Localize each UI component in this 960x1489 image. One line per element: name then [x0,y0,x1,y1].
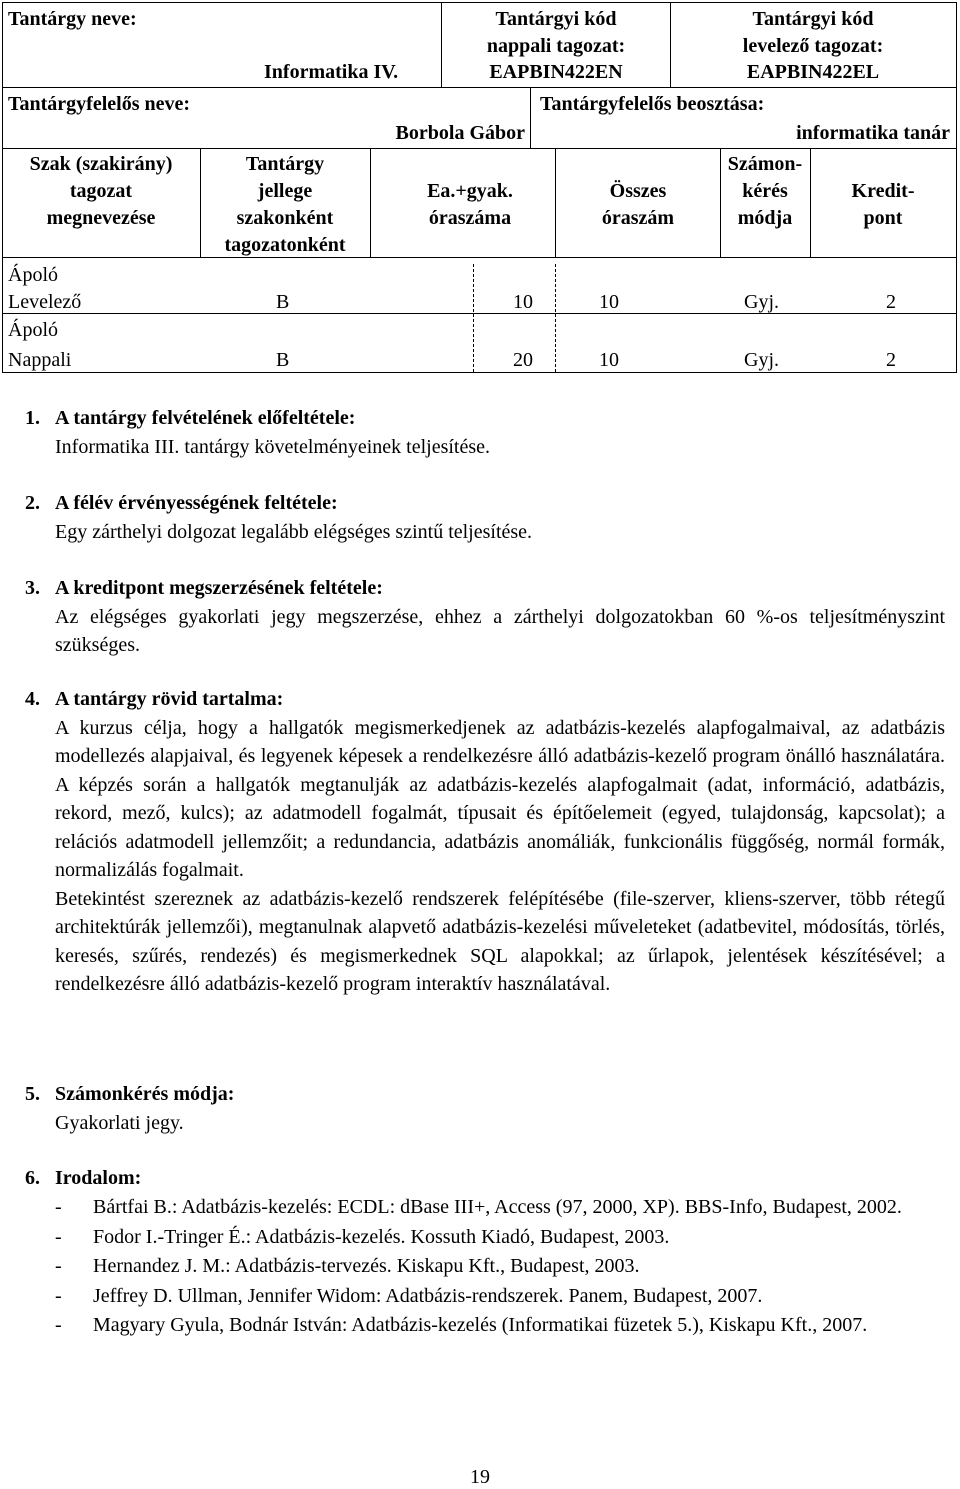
bullet-marker: - [55,1225,62,1248]
dashed-separator [473,264,474,372]
section-number: 2. [25,492,40,514]
position-label: Tantárgyfelelős beosztása: [540,93,765,115]
responsible-label: Tantárgyfelelős neve: [8,93,191,115]
col-header-hours: óraszáma [428,207,512,229]
section-prerequisite [25,404,945,461]
reference-text: Jeffrey D. Ullman, Jennifer Widom: Adatbázis-rendszerek. Panem, Budapest, 2007. [93,1284,763,1307]
list-item [55,1252,945,1282]
section-credit-condition [25,574,945,660]
section-body-continued: Betekintést szereznek az adatbázis-kezelő rendszerek felépítésébe (file-szerver, kliens-szerver, több rétegű architektúrák jellemzői), megtanulnak alapvető adatbázis-kezelési műveleteket (adatbevitel, módosítás, törlés, keresés, szűrés, rendezés) és megismerkednek SQL alapokkal; az űrlapok, jelentések készítésével; a rendelkezésre álló adatbázis-kezelő program interaktív használatával. [55,887,945,995]
dashed-separator [555,264,556,372]
day-code-label: Tantárgyi kód [495,8,617,30]
section-validity [25,489,945,546]
list-item [55,1223,945,1253]
table-rule [441,2,442,88]
col-header-type: tagozatonként [224,234,346,256]
section-body: Egy zárthelyi dolgozat legalább elégséges szintű teljesítése. [55,520,533,543]
reference-list [55,1193,945,1341]
section-body: A kurzus célja, hogy a hallgatók megismerkedjenek az adatbázis-kezelés alapfogalmaival, az adatbázis modellezés alapjaival, és legyenek képesek a rendelkezésre álló adatbázis-kezelő program önálló használatára. A képzés során a hallgatók megtanulják az adatbázis-kezelés alapfogalmait (adat, információ, adatbázis, rekord, mező, kulcs); az adatmodell fogalmát, típusait és építőelemeit (egyed, tulajdonság, kapcsolat); a relációs adatmodell jellemzőit; a redundancia, adatbázis anomáliák, funkcionális függőség, normál formák, normalizálás fogalmait. [55,716,945,881]
table-rule [2,257,957,258]
table-rule [200,148,201,258]
col-header-type: jellege [257,180,313,202]
col-header-program: tagozat [69,180,133,202]
table-rule [555,148,556,258]
correspondence-code-value: EAPBIN422EL [746,61,880,83]
reference-text: Fodor I.-Tringer É.: Adatbázis-kezelés. Kossuth Kiadó, Budapest, 2003. [93,1225,670,1248]
list-item [55,1311,945,1341]
row-type: B [276,349,290,371]
section-number: 1. [25,407,40,429]
list-item [55,1193,945,1223]
table-rule [2,87,957,88]
section-title: Irodalom: [55,1167,142,1189]
row-total: 10 [599,291,619,313]
col-header-credit: Kredit- [851,180,915,202]
row-mode: Levelező [8,291,82,313]
table-rule [370,148,371,258]
section-content [25,685,945,999]
day-code-value: EAPBIN422EN [489,61,623,83]
section-number: 3. [25,577,40,599]
bullet-marker: - [55,1255,62,1277]
table-rule [670,2,671,88]
section-title: A kreditpont megszerzésének feltétele: [55,577,383,599]
section-title: Számonkérés módja: [55,1083,235,1105]
reference-text: Magyary Gyula, Bodnár István: Adatbázis-kezelés (Informatikai füzetek 5.), Kiskapu Kft., 2007. [93,1314,868,1336]
section-body: Gyakorlati jegy. [55,1111,184,1134]
table-rule [2,313,957,314]
table-rule [810,148,811,258]
responsible-value: Borbola Gábor [395,122,525,144]
section-number: 6. [25,1167,40,1189]
row-credit: 2 [886,291,896,313]
section-body: Informatika III. tantárgy követelményeinek teljesítése. [55,435,491,458]
position-value: informatika tanár [796,122,950,144]
col-header-type: Tantárgy [245,153,325,175]
section-title: A félév érvényességének feltétele: [55,492,338,514]
bullet-marker: - [55,1196,62,1218]
row-exam: Gyj. [744,291,779,313]
row-program-name: Ápoló [8,319,58,341]
correspondence-code-label: levelező tagozat: [742,35,884,57]
col-header-exam: kérés [742,180,788,202]
reference-text: Bártfai B.: Adatbázis-kezelés: ECDL: dBase III+, Access (97, 2000, XP). BBS-Info, Budapest, 2002. [93,1196,902,1218]
col-header-credit: pont [863,207,903,229]
col-header-total: óraszám [601,207,675,229]
row-hours: 10 [513,291,533,313]
section-assessment [25,1080,945,1137]
col-header-hours: Ea.+gyak. [427,180,513,202]
row-program-name: Ápoló [8,264,58,286]
reference-text: Hernandez J. M.: Adatbázis-tervezés. Kiskapu Kft., Budapest, 2003. [93,1255,640,1277]
col-header-type: szakonként [236,207,334,229]
row-hours: 20 [513,349,533,371]
col-header-exam: Számon- [727,153,803,175]
col-header-total: Összes [609,180,667,202]
section-number: 4. [25,688,40,710]
day-code-label: nappali tagozat: [486,35,626,57]
bullet-marker: - [55,1284,62,1307]
bullet-marker: - [55,1314,62,1336]
section-title: A tantárgy felvételének előfeltétele: [55,407,356,429]
section-literature [25,1164,945,1193]
correspondence-code-label: Tantárgyi kód [752,8,874,30]
section-title: A tantárgy rövid tartalma: [55,688,284,710]
section-body: Az elégséges gyakorlati jegy megszerzése, ehhez a zárthelyi dolgozatokban 60 %-os teljesítményszint szükséges. [55,605,945,656]
row-credit: 2 [886,349,896,371]
row-total: 10 [599,349,619,371]
list-item [55,1282,945,1312]
table-rule [530,87,531,149]
subject-name-value: Informatika IV. [264,61,399,83]
table-rule [2,148,957,149]
page-number: 19 [470,1466,490,1488]
col-header-exam: módja [737,207,793,229]
col-header-program: Szak (szakirány) [29,153,173,175]
row-mode: Nappali [8,349,72,371]
row-exam: Gyj. [744,349,779,371]
col-header-program: megnevezése [46,207,156,229]
table-rule [720,148,721,258]
row-type: B [276,291,290,313]
subject-name-label: Tantárgy neve: [8,8,137,30]
section-number: 5. [25,1083,40,1105]
